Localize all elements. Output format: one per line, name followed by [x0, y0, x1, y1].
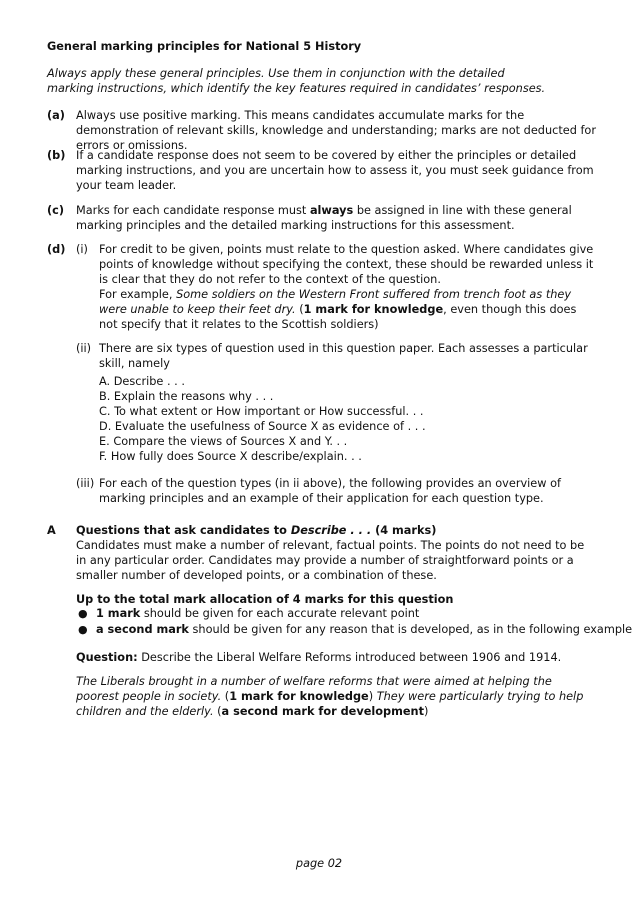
item-d-ii-label: (ii)	[76, 342, 92, 355]
page-number: page 02	[295, 857, 343, 870]
allocation-heading: Up to the total mark allocation of 4 marks for this question	[76, 593, 454, 606]
example-answer: The Liberals brought in a number of welfare reforms that were aimed at helping the poorest people in society. (1 mark for knowledge) They were particularly trying to help children and the elderly. (a second mark for development)	[76, 675, 584, 718]
bullet-icon: ●	[78, 623, 88, 636]
example-question: Question: Describe the Liberal Welfare Reforms introduced between 1906 and 1914.	[76, 651, 562, 664]
page-heading: General marking principles for National 5 History	[47, 40, 362, 53]
item-d-iii-label: (iii)	[76, 477, 95, 490]
item-d-iii-text: For each of the question types (in ii above), the following provides an overview of marking principles and an example of their application for each question type.	[99, 477, 561, 505]
item-d-i-text: For credit to be given, points must relate to the question asked. Where candidates give points of knowledge without specifying the context, these should be rewarded unless it is clear that they do not refer to the context of the question.	[99, 243, 594, 286]
bullet-icon: ●	[78, 607, 88, 620]
item-b-label: (b)	[47, 149, 66, 162]
question-type-item: B. Explain the reasons why . . .	[99, 390, 274, 403]
item-d-label: (d)	[47, 243, 66, 256]
question-type-item: E. Compare the views of Sources X and Y. . .	[99, 435, 348, 448]
bullet-item: a second mark should be given for any reason that is developed, as in the following example	[96, 623, 633, 636]
item-d-i-example: For example, Some soldiers on the Western Front suffered from trench foot as they were unable to keep their feet dry. (1 mark for knowledge, even though this does not specify that it relates to the Scottish soldiers)	[99, 288, 577, 331]
section-a-title: Questions that ask candidates to Describe . . . (4 marks)	[76, 524, 437, 537]
item-c-text: Marks for each candidate response must always be assigned in line with these general marking principles and the detailed marking instructions for this assessment.	[76, 204, 572, 232]
item-a-label: (a)	[47, 109, 65, 122]
item-b-text: If a candidate response does not seem to be covered by either the principles or detailed marking instructions, and you are uncertain how to assess it, you must seek guidance from your team leader.	[76, 149, 594, 192]
item-a-text: Always use positive marking. This means candidates accumulate marks for the demonstration of relevant skills, knowledge and understanding; marks are not deducted for errors or omissions.	[76, 109, 596, 152]
bullet-item: 1 mark should be given for each accurate relevant point	[96, 607, 420, 620]
question-type-item: D. Evaluate the usefulness of Source X as evidence of . . .	[99, 420, 426, 433]
section-a-body: Candidates must make a number of relevant, factual points. The points do not need to be in any particular order. Candidates may provide a number of straightforward points or a smaller number of developed points, or a combination of these.	[76, 539, 585, 582]
item-d-i-label: (i)	[76, 243, 88, 256]
item-c-label: (c)	[47, 204, 65, 217]
intro-text: Always apply these general principles. Use them in conjunction with the detailed marking instructions, which identify the key features required in candidates’ responses.	[47, 67, 546, 95]
question-type-item: A. Describe . . .	[99, 375, 185, 388]
section-a-label: A	[47, 524, 56, 537]
item-d-ii-text: There are six types of question used in this question paper. Each assesses a particular skill, namely	[99, 342, 588, 370]
question-type-list	[99, 374, 426, 464]
question-type-item: C. To what extent or How important or How successful. . .	[99, 405, 424, 418]
question-type-item: F. How fully does Source X describe/explain. . .	[99, 450, 362, 463]
